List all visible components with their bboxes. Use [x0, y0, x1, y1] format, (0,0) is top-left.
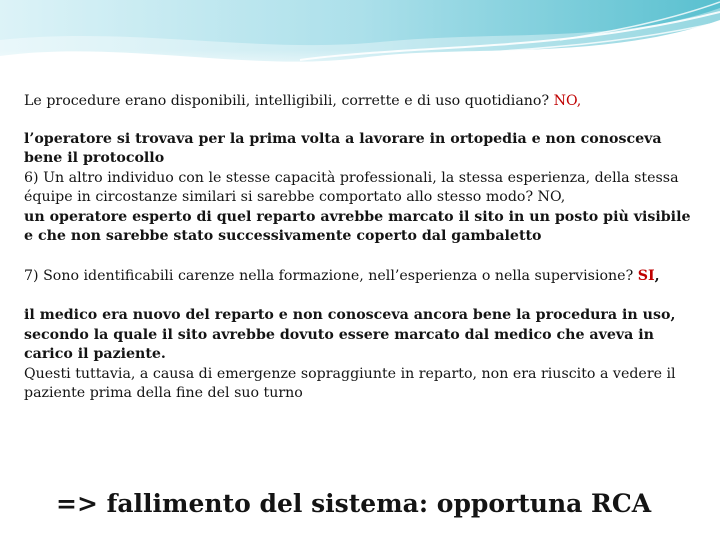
question-7-answer: SI [637, 267, 655, 284]
question-5 [24, 92, 696, 112]
conclusion: => fallimento del sistema: opportuna RCA [56, 489, 652, 518]
question-7-explanation: il medico era nuovo del reparto e non conosceva ancora bene la procedura in uso, secondo la quale il sito avrebbe dovuto essere marcato dal medico che aveva in carico il paziente. [24, 307, 676, 362]
question-5-explanation: l’operatore si trovava per la prima volta a lavorare in ortopedia e non conosceva bene il protocollo [24, 130, 662, 166]
question-5-text: Le procedure erano disponibili, intelligibili, corrette e di uso quotidiano? [24, 93, 554, 109]
slide-body [24, 92, 696, 404]
question-5-answer: NO, [553, 93, 582, 109]
question-6-explanation: un operatore esperto di quel reparto avrebbe marcato il sito in un posto più visibile e che non sarebbe stato successivamente coperto dal gambaletto [24, 208, 691, 244]
question-7-note: Questi tuttavia, a causa di emergenze sopraggiunte in reparto, non era riuscito a vedere il paziente prima della fine del suo turno [24, 365, 676, 401]
question-6: 6) Un altro individuo con le stesse capacità professionali, la stessa esperienza, della stessa équipe in circostanze similari si sarebbe comportato allo stesso modo? NO, [24, 169, 679, 205]
decorative-wave-header [0, 0, 720, 80]
question-7-answer-suffix: , [654, 267, 660, 284]
question-7 [24, 267, 696, 287]
question-7-text: 7) Sono identificabili carenze nella formazione, nell’esperienza o nella supervisione? [24, 267, 638, 284]
